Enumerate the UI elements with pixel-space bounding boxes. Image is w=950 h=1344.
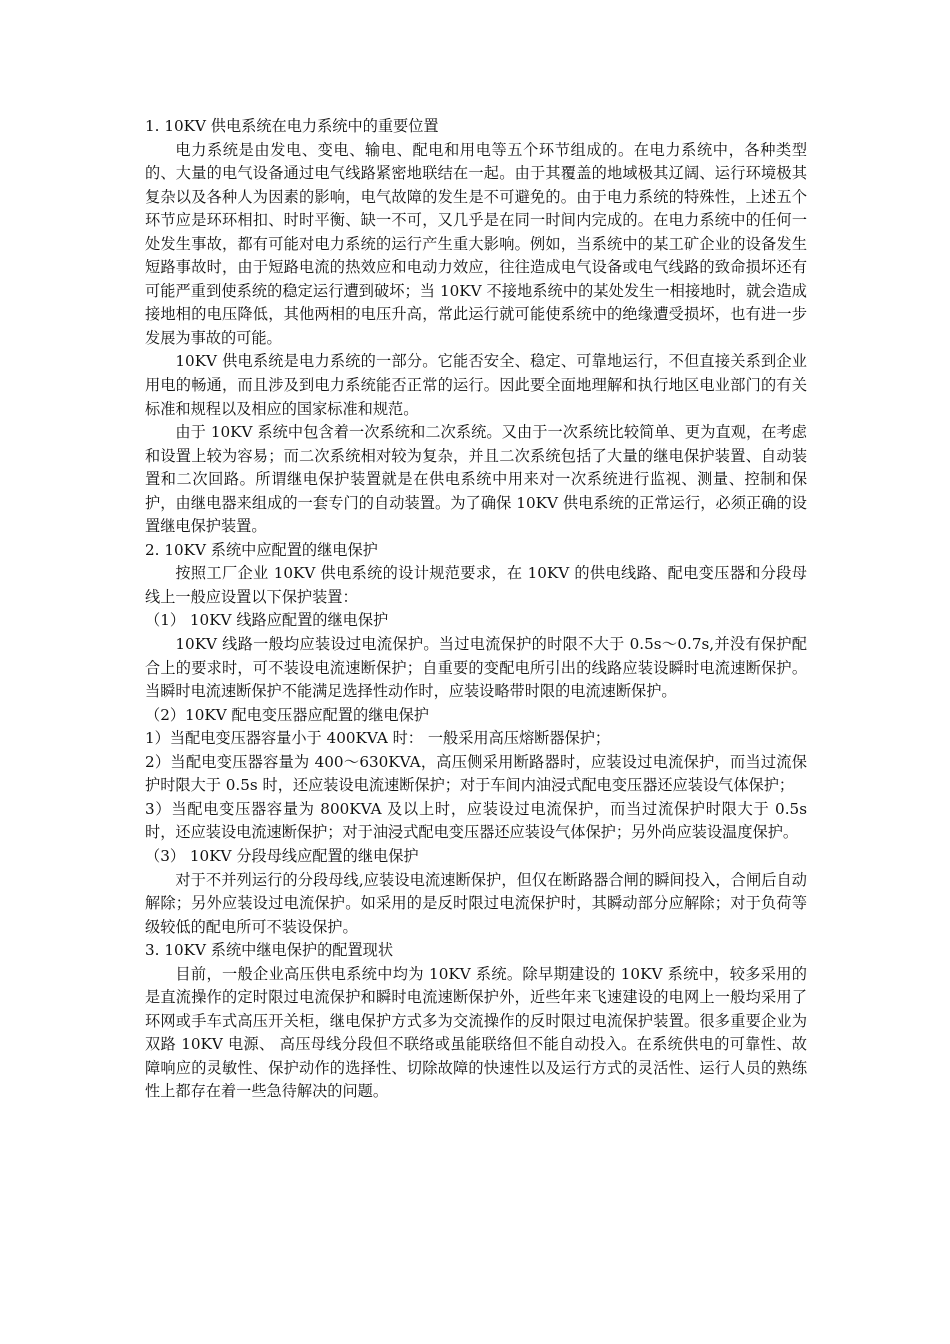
- document-page: [145, 115, 807, 1104]
- paragraph-10kv-part-of-system: 10KV 供电系统是电力系统的一部分。它能否安全、稳定、可靠地运行，不但直接关系到企业用电的畅通，而且涉及到电力系统能否正常的运行。因此要全面地理解和执行地区电业部门的有关标准和规程以及相应的国家标准和规范。: [145, 352, 807, 418]
- list-item-transformer-2: 2）当配电变压器容量为 400～630KVA，高压侧采用断路器时，应装设过电流保护，而当过流保护时限大于 0.5s 时，还应装设电流速断保护；对于车间内油浸式配电变压器还应装设气体保护；: [145, 752, 807, 795]
- list-item-transformer-1: 1）当配电变压器容量小于 400KVA 时： 一般采用高压熔断器保护；: [145, 729, 611, 748]
- paragraph-busbar-protection: 对于不并列运行的分段母线,应装设电流速断保护，但仅在断路器合闸的瞬间投入，合闸后自动解除；另外应装设过电流保护。如采用的是反时限过电流保护时，其瞬动部分应解除；对于负荷等级较低的配电所可不装设保护。: [145, 870, 807, 936]
- paragraph-design-requirements: 按照工厂企业 10KV 供电系统的设计规范要求，在 10KV 的供电线路、配电变压器和分段母线上一般应设置以下保护装置：: [145, 564, 807, 606]
- section-heading-1: 1. 10KV 供电系统在电力系统中的重要位置: [145, 117, 439, 135]
- paragraph-current-status: 目前，一般企业高压供电系统中均为 10KV 系统。除早期建设的 10KV 系统中，较多采用的是直流操作的定时限过电流保护和瞬时电流速断保护外，近些年来飞速建设的电网上一般均采用了环网或手车式高压开关柜，继电保护方式多为交流操作的反时限过电流保护装置。很多重要企业为双路 10KV 电源、 高压母线分段但不联络或虽能联络但不能自动投入。在系统供电的可靠性、故障响应的灵敏性、保护动作的选择性、切除故障的快速性以及运行方式的灵活性、运行人员的熟练性上都存在着一些急待解决的问题。: [145, 964, 807, 1101]
- subheading-busbar-protection: （3） 10KV 分段母线应配置的继电保护: [145, 846, 419, 865]
- section-heading-3: 3. 10KV 系统中继电保护的配置现状: [145, 941, 394, 960]
- list-item-transformer-3: 3）当配电变压器容量为 800KVA 及以上时，应装设过电流保护，而当过流保护时限大于 0.5s 时，还应装设电流速断保护；对于油浸式配电变压器还应装设气体保护；另外尚应装设温度保护。: [145, 799, 807, 842]
- paragraph-power-system-role: 电力系统是由发电、变电、输电、配电和用电等五个环节组成的。在电力系统中，各种类型的、大量的电气设备通过电气线路紧密地联结在一起。由于其覆盖的地域极其辽阔、运行环境极其复杂以及各种人为因素的影响，电气故障的发生是不可避免的。由于电力系统的特殊性，上述五个环节应是环环相扣、时时平衡、缺一不可，又几乎是在同一时间内完成的。在电力系统中的任何一处发生事故，都有可能对电力系统的运行产生重大影响。例如，当系统中的某工矿企业的设备发生短路事故时，由于短路电流的热效应和电动力效应，往往造成电气设备或电气线路的致命损坏还有可能严重到使系统的稳定运行遭到破坏；当 10KV 不接地系统中的某处发生一相接地时，就会造成接地相的电压降低，其他两相的电压升高，常此运行就可能使系统中的绝缘遭受损坏，也有进一步发展为事故的可能。: [145, 140, 807, 347]
- section-heading-2: 2. 10KV 系统中应配置的继电保护: [145, 540, 378, 559]
- paragraph-line-protection: 10KV 线路一般均应装设过电流保护。当过电流保护的时限不大于 0.5s～0.7s,并没有保护配合上的要求时，可不装设电流速断保护；自重要的变配电所引出的线路应装设瞬时电流速断保护。当瞬时电流速断保护不能满足选择性动作时，应装设略带时限的电流速断保护。: [145, 635, 807, 701]
- subheading-transformer-protection: （2）10KV 配电变压器应配置的继电保护: [145, 705, 429, 724]
- paragraph-primary-secondary-system: 由于 10KV 系统中包含着一次系统和二次系统。又由于一次系统比较简单、更为直观，在考虑和设置上较为容易；而二次系统相对较为复杂，并且二次系统包括了大量的继电保护装置、自动装置和二次回路。所谓继电保护装置就是在供电系统中用来对一次系统进行监视、测量、控制和保护，由继电器来组成的一套专门的自动装置。为了确保 10KV 供电系统的正常运行，必须正确的设置继电保护装置。: [145, 423, 807, 536]
- subheading-line-protection: （1） 10KV 线路应配置的继电保护: [145, 611, 389, 630]
